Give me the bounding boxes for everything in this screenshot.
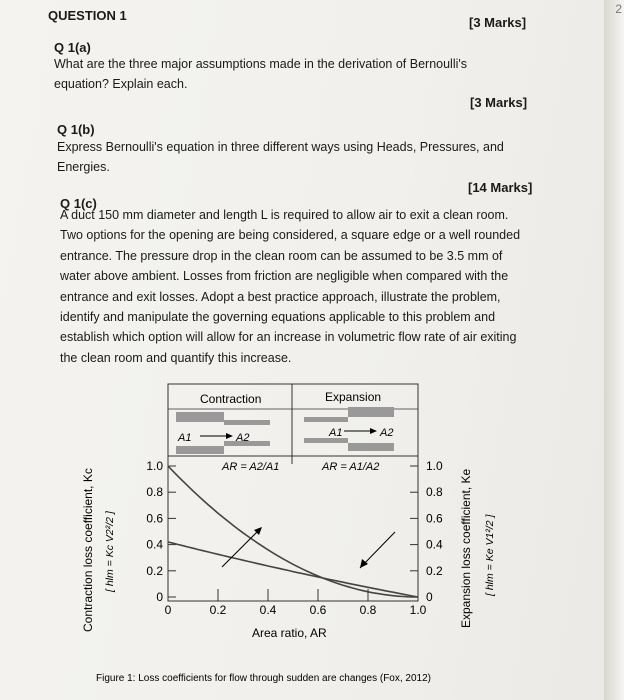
q1b-label: Q 1(b) bbox=[57, 122, 95, 137]
q1c-line: entrance and exit losses. Adopt a best practice approach, illustrate the problem, bbox=[60, 289, 501, 304]
right-tick-label: 0 bbox=[426, 590, 433, 604]
left-tick-label: 0.6 bbox=[146, 511, 163, 526]
x-tick-label: 0 bbox=[164, 603, 172, 617]
q1b-marks: [3 Marks] bbox=[470, 95, 528, 110]
question-title: QUESTION 1 bbox=[48, 8, 127, 23]
x-tick-label: 1.0 bbox=[409, 603, 427, 617]
q1a-line-2: equation? Explain each. bbox=[54, 77, 188, 91]
q1c-label: Q 1(c) bbox=[60, 196, 97, 211]
q1c-line: the clean room and quantify this increase. bbox=[60, 350, 292, 365]
page-number: 2 bbox=[615, 2, 622, 16]
q1c-line: establish which option will allow for an increase in volumetric flow rate of air exiting bbox=[60, 330, 517, 345]
q1c-line: water above ambient. Losses from friction are negligible when compared with the bbox=[60, 269, 509, 284]
q1b-line-1: Express Bernoulli's equation in three different ways using Heads, Pressures, and bbox=[57, 140, 504, 154]
right-axis-formula: [ hlm = Ke V1²/2 ] bbox=[484, 514, 496, 596]
q1c-marks: [14 Marks] bbox=[468, 180, 533, 195]
right-tick-label: 0.4 bbox=[426, 537, 443, 552]
figure-caption: Figure 1: Loss coefficients for flow through sudden are changes (Fox, 2012) bbox=[96, 673, 432, 684]
right-tick-label: 0.8 bbox=[426, 485, 443, 500]
x-axis-label: Area ratio, AR bbox=[252, 626, 327, 640]
x-tick-label: 0.2 bbox=[209, 603, 227, 617]
left-axis-formula: [ hlm = Kc V2²/2 ] bbox=[104, 511, 116, 592]
x-tick-label: 0.6 bbox=[309, 603, 327, 617]
q1a-line-1: What are the three major assumptions made in the derivation of Bernoulli's bbox=[54, 57, 468, 71]
plot-frame bbox=[168, 456, 418, 601]
expansion-area-ratio: AR = A1/A2 bbox=[322, 461, 380, 473]
q1a-label: Q 1(a) bbox=[54, 40, 91, 55]
loss-curves bbox=[168, 466, 418, 597]
expansion-label: Expansion bbox=[325, 390, 382, 404]
right-axis-label: Expansion loss coefficient, Ke bbox=[459, 468, 473, 628]
expansion-a2: A2 bbox=[380, 427, 394, 439]
left-axis-label: Contraction loss coefficient, Kc bbox=[81, 468, 95, 632]
right-tick-label: 1.0 bbox=[426, 459, 443, 473]
expansion-a1: A1 bbox=[329, 427, 343, 439]
right-tick-label: 0.2 bbox=[426, 563, 443, 578]
q1b-line-2: Energies. bbox=[57, 160, 110, 174]
q1c-line: A duct 150 mm diameter and length L is required to allow air to exit a clean room. bbox=[60, 208, 509, 222]
left-tick-label: 0.8 bbox=[146, 485, 163, 500]
expansion-curve bbox=[168, 466, 418, 597]
left-tick-label: 0.2 bbox=[146, 563, 163, 578]
contraction-area-ratio: AR = A2/A1 bbox=[222, 461, 280, 473]
left-tick-label: 1.0 bbox=[146, 459, 163, 473]
contraction-label: Contraction bbox=[200, 392, 262, 406]
q1c-line: identify and manipulate the governing equations applicable to this problem and bbox=[60, 310, 496, 325]
q1a-marks: [3 Marks] bbox=[469, 15, 527, 30]
q1c-line: Two options for the opening are being considered, a square edge or a well rounded bbox=[60, 228, 521, 243]
contraction-a1: A1 bbox=[178, 432, 192, 444]
x-tick-label: 0.4 bbox=[259, 603, 277, 617]
contraction-a2: A2 bbox=[236, 432, 250, 444]
left-tick-label: 0.4 bbox=[146, 537, 163, 552]
left-tick-label: 0 bbox=[156, 590, 163, 604]
q1c-line: entrance. The pressure drop in the clean room can be assumed to be 3.5 mm of bbox=[60, 248, 503, 263]
right-tick-label: 0.6 bbox=[426, 511, 443, 526]
x-tick-label: 0.8 bbox=[359, 603, 377, 617]
contraction-curve bbox=[168, 542, 418, 597]
